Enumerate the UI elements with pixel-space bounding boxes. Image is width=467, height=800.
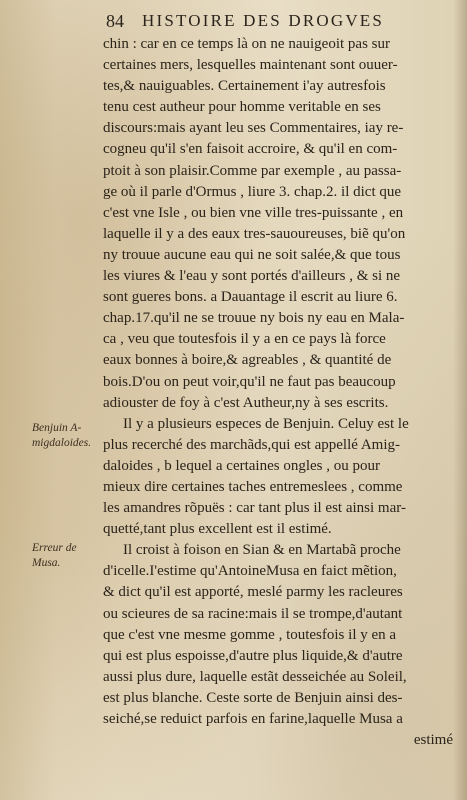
text-line: discours:mais ayant leu ses Commentaires, iay re- — [103, 120, 404, 137]
text-line: laquelle il y a des eaux tres-sauoureuses, biẽ qu'on — [103, 225, 406, 242]
text-line: mieux dire certaines taches entremeslees , comme — [103, 478, 403, 495]
side-note-line: Erreur de — [32, 542, 77, 554]
text-line: plus recerché des marchãds,qui est appellé Amig- — [103, 436, 400, 453]
side-note-line: migdaloides. — [32, 437, 92, 449]
text-line: ptoit à son plaisir.Comme par exemple , au passa- — [103, 162, 402, 179]
text-line: & dict qu'il est apporté, meslé parmy les racleures — [103, 584, 403, 601]
text-line: chap.17.qu'il ne se trouue ny bois ny eau en Mala- — [103, 310, 405, 327]
text-line: seiché,se reduict parfois en farine,laquelle Musa a — [103, 711, 403, 727]
text-line: cogneu qu'il s'en faisoit accroire, & qu'il en com- — [103, 141, 398, 158]
text-line: chin : car en ce temps là on ne nauigeoit pas sur — [103, 36, 390, 52]
page-header — [106, 8, 458, 34]
text-line: quetté,tant plus excellent est il estimé. — [103, 521, 332, 538]
text-line: que c'est vne mesme gomme , toutesfois il y en a — [103, 626, 397, 643]
side-note-line: Musa. — [32, 557, 61, 569]
side-note-line: Benjuin A- — [32, 422, 82, 434]
text-line: ge où il parle d'Ormus , liure 3. chap.2. il dict que — [103, 183, 402, 200]
page-number: 84 — [106, 11, 124, 31]
text-line: ou scieures de sa racine:mais il se trompe,d'autant — [103, 605, 403, 622]
text-line: les amandres rõpuës : car tant plus il est ainsi mar- — [103, 500, 406, 517]
text-line: daloides , b lequel a certaines ongles , ou pour — [103, 457, 381, 474]
text-line: aussi plus dure, laquelle estãt desseichée au Soleil, — [103, 668, 407, 685]
text-line: ny trouue aucune eau qui ne soit salée,& que tous — [103, 246, 401, 263]
paragraph-start-line: Il croist à foison en Sian & en Martabã proche — [123, 542, 401, 559]
text-line: sont gueres bons. a Dauantage il escrit au liure 6. — [103, 289, 398, 306]
text-line: c'est vne Isle , ou bien vne ville tres-puissante , en — [103, 204, 404, 221]
text-line: bois.D'ou on peut voir,qu'il ne faut pas beaucoup — [103, 373, 396, 390]
text-line: eaux bonnes à boire,& agreables , & quantité de — [103, 352, 392, 369]
text-line: tes,& nauiguables. Certainement i'ay autresfois — [103, 78, 386, 95]
text-line: certaines mers, lesquelles maintenant sont ouuer- — [103, 57, 398, 74]
text-line: d'icelle.I'estime qu'AntoineMusa en faict mẽtion, — [103, 563, 397, 580]
text-line: adiouster de foy à c'est Autheur,ny à ses escrits. — [103, 394, 389, 411]
paragraph-start-line: Il y a plusieurs especes de Benjuin. Celuy est le — [123, 415, 409, 432]
text-line: est plus blanche. Ceste sorte de Benjuin ainsi des- — [103, 689, 403, 706]
catchword: estimé — [413, 732, 453, 749]
side-note-erreur — [32, 541, 102, 571]
text-line: ca , veu que toutesfois il y a en ce pays là force — [103, 331, 386, 348]
body-text — [103, 34, 459, 751]
text-line: tenu cest autheur pour homme veritable en ses — [103, 99, 381, 116]
text-line: les viures & l'eau y sont portés d'ailleurs , & si ne — [103, 268, 401, 285]
text-line: qui est plus espoisse,d'autre plus liquide,& d'autre — [103, 647, 403, 664]
running-head: HISTOIRE DES DROGVES — [142, 11, 385, 30]
side-note-benjuin — [32, 421, 102, 451]
